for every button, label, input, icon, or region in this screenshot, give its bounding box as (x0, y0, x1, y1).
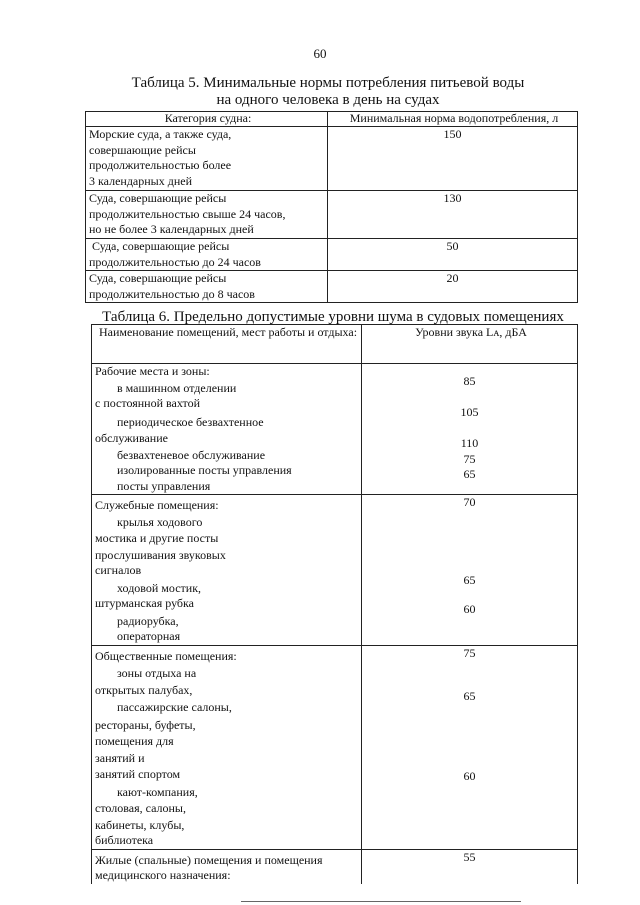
premises-line: прослушивания звуковых (95, 547, 226, 562)
premises-line: операторная (117, 629, 181, 643)
table6-header-row (92, 325, 578, 364)
premises-line: посты управления (117, 478, 211, 493)
category-line: но не более 3 календарных дней (89, 222, 254, 236)
premises-line: изолированные посты управления (117, 463, 292, 477)
category-line: продолжительностью до 8 часов (89, 286, 255, 301)
premises-line: рестораны, буфеты, (95, 717, 196, 732)
category-line: продолжительностью до 24 часов (89, 254, 261, 269)
table-row (86, 191, 578, 239)
table6-values (362, 495, 578, 646)
premises-line: периодическое безвахтенное (117, 414, 264, 429)
table6-values (362, 645, 578, 849)
page-number: 60 (313, 46, 327, 61)
premises-line: с постоянной вахтой (95, 396, 201, 410)
noise-level: 105 (460, 404, 479, 419)
table-row (92, 849, 578, 884)
noise-level: 55 (463, 849, 476, 864)
table5-title (8, 75, 640, 109)
premises-line: мостика и другие посты (95, 531, 219, 545)
table5-title-line2: на одного человека в день на судах (216, 92, 440, 108)
table-row (92, 495, 578, 646)
premises-line: Жилые (спальные) помещения и помещения (95, 852, 323, 867)
premises-line: открытых палубах, (95, 682, 193, 697)
table6-title: Таблица 6. Предельно допустимые уровни шума в судовых помещениях (102, 309, 564, 325)
premises-line: ходовой мостик, (117, 580, 202, 595)
table6-premises (92, 364, 362, 495)
noise-level: 110 (460, 436, 479, 450)
premises-line: штурманская рубка (95, 596, 194, 610)
category-line: продолжительностью более (89, 158, 232, 172)
premises-line: безвахтеневое обслуживание (117, 447, 266, 462)
table-row (86, 271, 578, 303)
premises-line: занятий спортом (95, 767, 181, 781)
table-row (92, 645, 578, 849)
category-line: Суда, совершающие рейсы (89, 191, 227, 205)
premises-line: занятий и (95, 750, 145, 765)
premises-line: столовая, салоны, (95, 801, 186, 815)
table5-header-row (86, 112, 578, 127)
table6-col1-header: Наименование помещений, мест работы и отдыха: (92, 325, 362, 364)
page-bottom-rule (241, 901, 521, 902)
table6-values (362, 364, 578, 495)
table5-category (86, 191, 328, 239)
noise-level: 75 (463, 451, 476, 466)
category-line: совершающие рейсы (89, 142, 196, 157)
premises-line: библиотека (95, 833, 154, 847)
premises-line: Служебные помещения: (95, 498, 219, 512)
noise-level: 75 (463, 645, 476, 660)
table5-value: 20 (328, 271, 578, 303)
table5-col2-header: Минимальная норма водопотребления, л (328, 112, 578, 127)
premises-line: Общественные помещения: (95, 648, 237, 663)
category-line: продолжительностью свыше 24 часов, (89, 206, 286, 221)
table5-value: 150 (328, 127, 578, 191)
table5-col1-header: Категория судна: (86, 112, 328, 127)
premises-line: кабинеты, клубы, (95, 817, 185, 832)
premises-line: в машинном отделении (117, 380, 237, 395)
table6-col2-header: Уровни звука Lᴀ, дБА (362, 325, 578, 364)
table6 (91, 324, 578, 884)
table-row (86, 239, 578, 271)
noise-level: 60 (463, 602, 476, 616)
table-row (92, 364, 578, 495)
table5-value: 130 (328, 191, 578, 239)
premises-line: кают-компания, (117, 784, 198, 799)
premises-line: сигналов (95, 563, 142, 577)
category-line: 3 календарных дней (89, 173, 193, 188)
table5-category (86, 271, 328, 303)
premises-line: крылья ходового (117, 514, 203, 529)
noise-level: 65 (463, 572, 476, 587)
table5 (85, 111, 578, 303)
table5-category (86, 127, 328, 191)
premises-line: радиорубка, (117, 613, 179, 628)
table6-values (362, 849, 578, 884)
category-line: Суда, совершающие рейсы (89, 271, 227, 285)
table5-title-line1: Таблица 5. Минимальные нормы потребления питьевой воды (131, 75, 525, 91)
table6-premises (92, 645, 362, 849)
premises-line: медицинского назначения: (95, 868, 231, 882)
table5-value: 50 (328, 239, 578, 271)
premises-line: помещения для (95, 734, 174, 748)
noise-level: 65 (463, 467, 476, 481)
category-line: Суда, совершающие рейсы (89, 239, 230, 253)
table5-category (86, 239, 328, 271)
noise-level: 60 (463, 768, 476, 783)
premises-line: зоны отдыха на (117, 666, 197, 680)
premises-line: Рабочие места и зоны: (95, 364, 210, 378)
premises-line: пассажирские салоны, (117, 700, 232, 714)
noise-level: 65 (463, 689, 476, 703)
noise-level: 70 (463, 495, 476, 509)
table-row (86, 127, 578, 191)
category-line: Морские суда, а также суда, (89, 127, 232, 141)
table6-premises (92, 495, 362, 646)
premises-line: обслуживание (95, 431, 168, 445)
noise-level: 85 (463, 374, 476, 388)
table6-premises (92, 849, 362, 884)
